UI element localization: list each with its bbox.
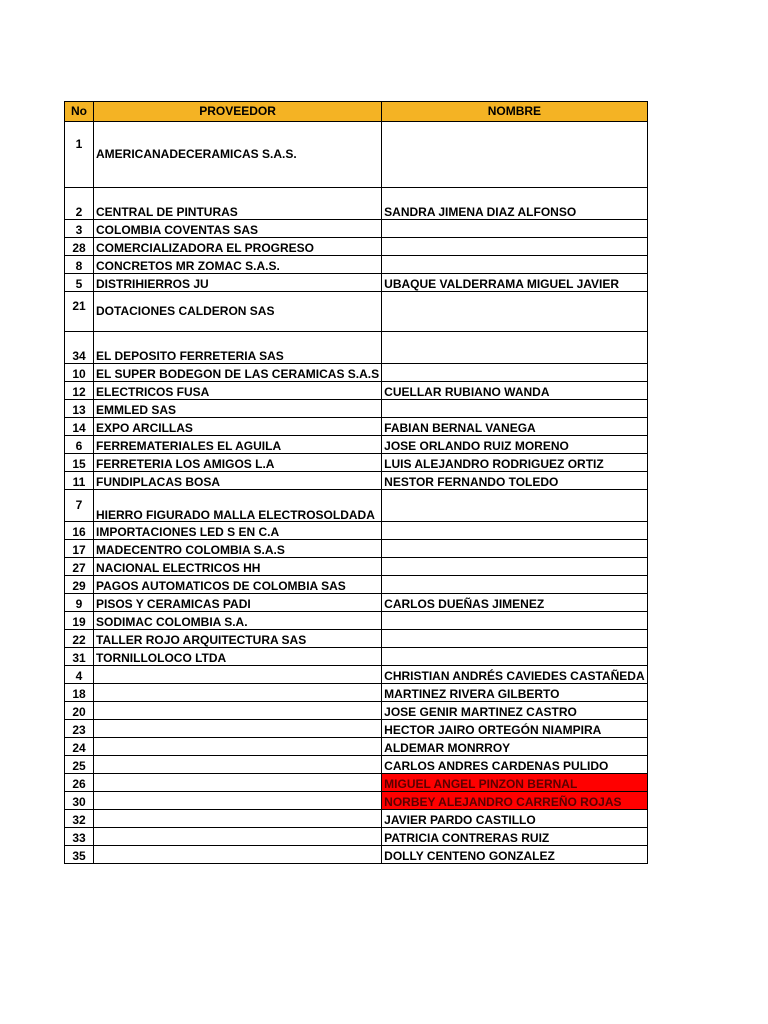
cell-proveedor[interactable]: CENTRAL DE PINTURAS: [94, 188, 382, 220]
cell-no[interactable]: 18: [65, 684, 94, 702]
cell-proveedor[interactable]: [94, 756, 382, 774]
cell-nombre[interactable]: [382, 648, 647, 666]
cell-no[interactable]: 20: [65, 702, 94, 720]
cell-no[interactable]: 5: [65, 274, 94, 292]
cell-proveedor[interactable]: EXPO ARCILLAS: [94, 418, 382, 436]
cell-no[interactable]: 8: [65, 256, 94, 274]
cell-proveedor[interactable]: [94, 828, 382, 846]
cell-proveedor[interactable]: [94, 666, 382, 684]
cell-proveedor[interactable]: FERREMATERIALES EL AGUILA: [94, 436, 382, 454]
providers-table: [64, 101, 648, 864]
cell-nombre[interactable]: [382, 332, 647, 364]
table-row: [65, 576, 648, 594]
cell-no[interactable]: 33: [65, 828, 94, 846]
cell-no[interactable]: 15: [65, 454, 94, 472]
table-row: [65, 256, 648, 274]
cell-proveedor[interactable]: CONCRETOS MR ZOMAC S.A.S.: [94, 256, 382, 274]
cell-nombre[interactable]: [382, 490, 647, 522]
table-row: [65, 332, 648, 364]
cell-nombre[interactable]: [382, 256, 647, 274]
cell-proveedor[interactable]: COMERCIALIZADORA EL PROGRESO: [94, 238, 382, 256]
table-row: [65, 738, 648, 756]
cell-proveedor[interactable]: PISOS Y CERAMICAS PADI: [94, 594, 382, 612]
table-row: [65, 122, 648, 188]
cell-nombre[interactable]: MARTINEZ RIVERA GILBERTO: [382, 684, 647, 702]
table-row: [65, 274, 648, 292]
cell-no[interactable]: 11: [65, 472, 94, 490]
cell-no[interactable]: 3: [65, 220, 94, 238]
cell-no[interactable]: 26: [65, 774, 94, 792]
cell-no[interactable]: 32: [65, 810, 94, 828]
cell-proveedor[interactable]: NACIONAL ELECTRICOS HH: [94, 558, 382, 576]
table-row: [65, 810, 648, 828]
table-row: [65, 756, 648, 774]
cell-proveedor[interactable]: [94, 774, 382, 792]
cell-proveedor[interactable]: AMERICANADECERAMICAS S.A.S.: [94, 122, 382, 188]
cell-proveedor[interactable]: TALLER ROJO ARQUITECTURA SAS: [94, 630, 382, 648]
cell-nombre[interactable]: JAVIER PARDO CASTILLO: [382, 810, 647, 828]
cell-proveedor[interactable]: TORNILLOLOCO LTDA: [94, 648, 382, 666]
cell-no[interactable]: 9: [65, 594, 94, 612]
table-row: [65, 382, 648, 400]
cell-no[interactable]: 10: [65, 364, 94, 382]
cell-proveedor[interactable]: FERRETERIA LOS AMIGOS L.A: [94, 454, 382, 472]
cell-nombre[interactable]: PATRICIA CONTRERAS RUIZ: [382, 828, 647, 846]
cell-nombre[interactable]: SANDRA JIMENA DIAZ ALFONSO: [382, 188, 647, 220]
table-row: [65, 490, 648, 522]
cell-proveedor[interactable]: [94, 684, 382, 702]
cell-no[interactable]: 35: [65, 846, 94, 864]
table-row: [65, 454, 648, 472]
header-nombre[interactable]: NOMBRE: [382, 102, 647, 122]
cell-proveedor[interactable]: EL DEPOSITO FERRETERIA SAS: [94, 332, 382, 364]
cell-no[interactable]: 13: [65, 400, 94, 418]
cell-no[interactable]: 4: [65, 666, 94, 684]
cell-nombre[interactable]: CUELLAR RUBIANO WANDA: [382, 382, 647, 400]
table-row: [65, 630, 648, 648]
cell-proveedor[interactable]: DOTACIONES CALDERON SAS: [94, 292, 382, 332]
cell-no[interactable]: 31: [65, 648, 94, 666]
table-row: [65, 188, 648, 220]
table-row: [65, 364, 648, 382]
table-row: [65, 400, 648, 418]
cell-proveedor[interactable]: [94, 792, 382, 810]
cell-nombre[interactable]: [382, 400, 647, 418]
cell-no[interactable]: 17: [65, 540, 94, 558]
cell-nombre-highlighted[interactable]: MIGUEL ANGEL PINZON BERNAL: [382, 774, 647, 792]
cell-nombre[interactable]: CHRISTIAN ANDRÉS CAVIEDES CASTAÑEDA: [382, 666, 647, 684]
table-row: [65, 702, 648, 720]
cell-proveedor[interactable]: IMPORTACIONES LED S EN C.A: [94, 522, 382, 540]
cell-no[interactable]: 28: [65, 238, 94, 256]
cell-no[interactable]: 12: [65, 382, 94, 400]
cell-no[interactable]: 24: [65, 738, 94, 756]
cell-no[interactable]: 34: [65, 332, 94, 364]
cell-nombre[interactable]: JOSE GENIR MARTINEZ CASTRO: [382, 702, 647, 720]
cell-no[interactable]: 2: [65, 188, 94, 220]
cell-no[interactable]: 22: [65, 630, 94, 648]
cell-proveedor[interactable]: ELECTRICOS FUSA: [94, 382, 382, 400]
cell-proveedor[interactable]: [94, 810, 382, 828]
cell-proveedor[interactable]: DISTRIHIERROS JU: [94, 274, 382, 292]
header-proveedor[interactable]: PROVEEDOR: [94, 102, 382, 122]
table-row: [65, 522, 648, 540]
cell-nombre[interactable]: [382, 238, 647, 256]
cell-no[interactable]: 19: [65, 612, 94, 630]
cell-proveedor[interactable]: EL SUPER BODEGON DE LAS CERAMICAS S.A.S: [94, 364, 382, 382]
cell-no[interactable]: 29: [65, 576, 94, 594]
table-row-highlighted: [65, 792, 648, 810]
table-row: [65, 220, 648, 238]
table-row: [65, 648, 648, 666]
cell-proveedor[interactable]: [94, 738, 382, 756]
table-row-highlighted: [65, 774, 648, 792]
cell-proveedor[interactable]: SODIMAC COLOMBIA S.A.: [94, 612, 382, 630]
cell-no[interactable]: 16: [65, 522, 94, 540]
table-row: [65, 666, 648, 684]
table-row: [65, 418, 648, 436]
table-row: [65, 292, 648, 332]
cell-no[interactable]: 14: [65, 418, 94, 436]
cell-nombre-highlighted[interactable]: NORBEY ALEJANDRO CARREÑO ROJAS: [382, 792, 647, 810]
cell-no[interactable]: 27: [65, 558, 94, 576]
cell-no[interactable]: 6: [65, 436, 94, 454]
cell-proveedor[interactable]: MADECENTRO COLOMBIA S.A.S: [94, 540, 382, 558]
cell-no[interactable]: 21: [65, 292, 94, 332]
table-row: [65, 436, 648, 454]
table-row: [65, 472, 648, 490]
cell-nombre[interactable]: UBAQUE VALDERRAMA MIGUEL JAVIER: [382, 274, 647, 292]
table-row: [65, 238, 648, 256]
cell-nombre[interactable]: NESTOR FERNANDO TOLEDO: [382, 472, 647, 490]
cell-proveedor[interactable]: HIERRO FIGURADO MALLA ELECTROSOLDADA: [94, 490, 382, 522]
table-row: [65, 720, 648, 738]
cell-nombre[interactable]: HECTOR JAIRO ORTEGÓN NIAMPIRA: [382, 720, 647, 738]
cell-no[interactable]: 7: [65, 490, 94, 522]
table-row: [65, 684, 648, 702]
table-row: [65, 612, 648, 630]
cell-nombre[interactable]: [382, 122, 647, 188]
cell-nombre[interactable]: DOLLY CENTENO GONZALEZ: [382, 846, 647, 864]
table-row: [65, 594, 648, 612]
cell-nombre[interactable]: [382, 364, 647, 382]
cell-nombre[interactable]: [382, 630, 647, 648]
header-no[interactable]: No: [65, 102, 94, 122]
cell-nombre[interactable]: CARLOS DUEÑAS JIMENEZ: [382, 594, 647, 612]
cell-proveedor[interactable]: PAGOS AUTOMATICOS DE COLOMBIA SAS: [94, 576, 382, 594]
cell-nombre[interactable]: [382, 576, 647, 594]
cell-nombre[interactable]: [382, 612, 647, 630]
cell-nombre[interactable]: [382, 540, 647, 558]
cell-nombre[interactable]: [382, 292, 647, 332]
table-row: [65, 828, 648, 846]
cell-nombre[interactable]: [382, 220, 647, 238]
cell-proveedor[interactable]: [94, 720, 382, 738]
cell-nombre[interactable]: JOSE ORLANDO RUIZ MORENO: [382, 436, 647, 454]
table-row: [65, 846, 648, 864]
cell-no[interactable]: 23: [65, 720, 94, 738]
cell-proveedor[interactable]: EMMLED SAS: [94, 400, 382, 418]
cell-nombre[interactable]: FABIAN BERNAL VANEGA: [382, 418, 647, 436]
table-row: [65, 540, 648, 558]
cell-nombre[interactable]: CARLOS ANDRES CARDENAS PULIDO: [382, 756, 647, 774]
cell-nombre[interactable]: [382, 522, 647, 540]
cell-no[interactable]: 1: [65, 122, 94, 188]
cell-nombre[interactable]: LUIS ALEJANDRO RODRIGUEZ ORTIZ: [382, 454, 647, 472]
table-row: [65, 558, 648, 576]
cell-proveedor[interactable]: COLOMBIA COVENTAS SAS: [94, 220, 382, 238]
cell-nombre[interactable]: [382, 558, 647, 576]
cell-proveedor[interactable]: FUNDIPLACAS BOSA: [94, 472, 382, 490]
header-row: [65, 102, 648, 122]
cell-nombre[interactable]: ALDEMAR MONRROY: [382, 738, 647, 756]
cell-proveedor[interactable]: [94, 846, 382, 864]
cell-no[interactable]: 30: [65, 792, 94, 810]
cell-no[interactable]: 25: [65, 756, 94, 774]
cell-proveedor[interactable]: [94, 702, 382, 720]
